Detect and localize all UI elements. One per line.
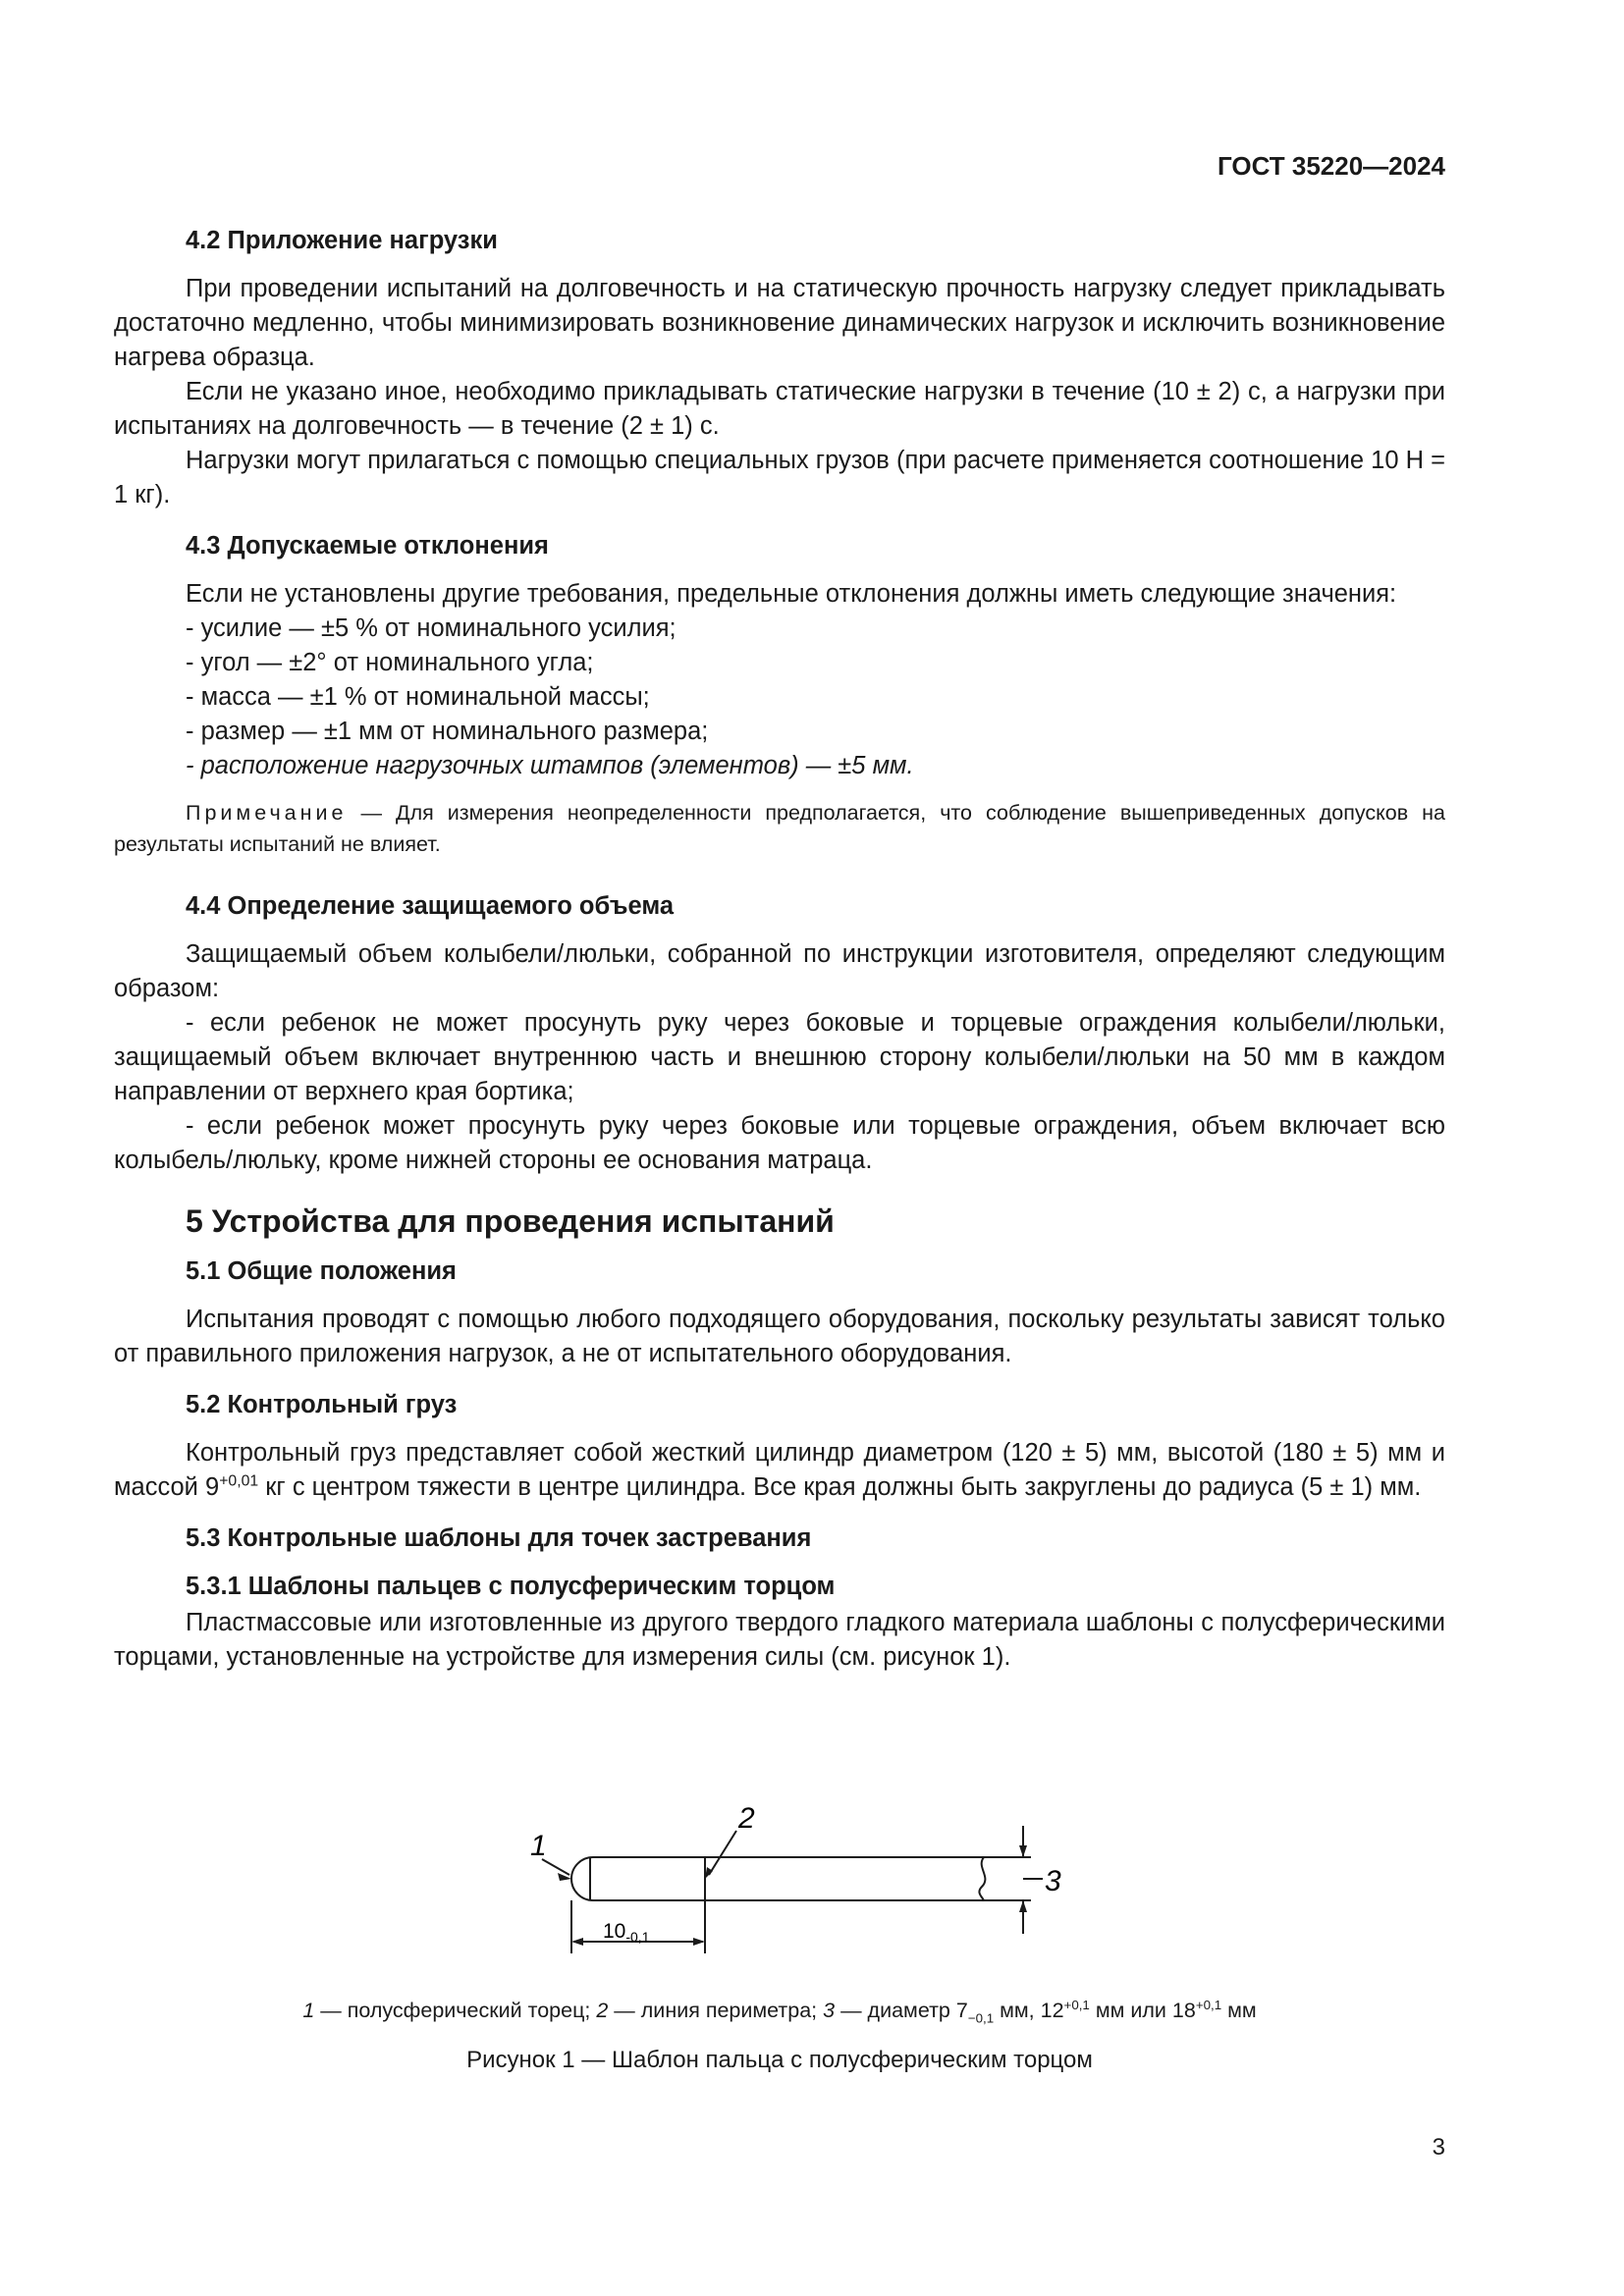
dimension-value bbox=[603, 1920, 650, 1945]
legend-num-1: 1 bbox=[302, 1999, 315, 2022]
note-text: — Для измерения неопределенности предполагается, что соблюдение вышеприведенных допусков на результаты испытаний не влияет. bbox=[114, 801, 1445, 856]
leader-2 bbox=[709, 1831, 736, 1875]
section-5-2-text-a: Контрольный груз представляет собой жесткий цилиндр диаметром (120 ± 5) мм, высотой (180 ± 5) мм и массой 9 bbox=[114, 1439, 1445, 1501]
section-4-4-paragraph-1: Защищаемый объем колыбели/люльки, собранной по инструкции изготовителя, определяют следующим образом: bbox=[114, 940, 1445, 1002]
section-4-2-paragraph-1: При проведении испытаний на долговечность и на статическую прочность нагрузку следует прикладывать достаточно медленно, чтобы минимизировать возникновение динамических нагрузок и исключить возникновение нагрева образца. bbox=[114, 275, 1445, 371]
probe-outline bbox=[593, 1857, 984, 1900]
section-4-2-paragraph-3: Нагрузки могут прилагаться с помощью специальных грузов (при расчете применяется соотношение 10 Н = 1 кг). bbox=[114, 447, 1445, 508]
note-label: Примечание bbox=[186, 801, 348, 825]
dimension-number: 10 bbox=[603, 1920, 626, 1943]
section-4-2-heading: 4.2 Приложение нагрузки bbox=[186, 227, 498, 254]
section-4-4-heading: 4.4 Определение защищаемого объема bbox=[186, 892, 675, 920]
mass-tolerance-sup: +0,01 bbox=[219, 1472, 259, 1490]
legend-text-3: — диаметр 7 bbox=[835, 1999, 968, 2022]
legend-text-4: мм, 12 bbox=[994, 1999, 1064, 2022]
section-4-3-heading: 4.3 Допускаемые отклонения bbox=[186, 532, 549, 560]
section-4-3-intro: Если не установлены другие требования, предельные отклонения должны иметь следующие значения: bbox=[186, 580, 1397, 608]
legend-num-2: 2 bbox=[596, 1999, 609, 2022]
tolerance-item-mass: - масса — ±1 % от номинальной массы; bbox=[186, 683, 650, 711]
legend-text-6: мм bbox=[1221, 1999, 1257, 2022]
section-5-3-1-heading: 5.3.1 Шаблоны пальцев с полусферическим торцом bbox=[186, 1573, 836, 1600]
figure-label-2: 2 bbox=[738, 1802, 755, 1835]
page-content bbox=[114, 224, 1445, 1675]
legend-sup-18: +0,1 bbox=[1195, 1997, 1222, 2012]
section-5-2-paragraph-1 bbox=[114, 1436, 1445, 1505]
section-5-heading: 5 Устройства для проведения испытаний bbox=[186, 1203, 835, 1239]
standard-number: ГОСТ 35220—2024 bbox=[1218, 151, 1445, 181]
tolerance-item-force: - усилие — ±5 % от номинального усилия; bbox=[186, 614, 677, 642]
figure-1-drawing bbox=[481, 1796, 1110, 1953]
section-4-4-paragraph-2: - если ребенок не может просунуть руку через боковые и торцевые ограждения колыбели/люльки, защищаемый объем включает внутреннюю часть и внешнюю сторону колыбели/люльки на 50 мм в каждом направлении от верхнего края бортика; bbox=[114, 1009, 1445, 1105]
figure-label-1: 1 bbox=[530, 1830, 547, 1862]
tolerance-item-size: - размер — ±1 мм от номинального размера; bbox=[186, 718, 709, 745]
legend-sub-7: −0,1 bbox=[967, 2010, 995, 2026]
section-5-1-paragraph-1: Испытания проводят с помощью любого подходящего оборудования, поскольку результаты зависят только от правильного приложения нагрузок, а не от испытательного оборудования. bbox=[114, 1306, 1445, 1367]
section-5-3-1-paragraph-1: Пластмассовые или изготовленные из другого твердого гладкого материала шаблоны с полусферическими торцами, установленные на устройстве для измерения силы (см. рисунок 1). bbox=[114, 1609, 1445, 1671]
section-5-1-heading: 5.1 Общие положения bbox=[186, 1257, 457, 1285]
section-5-3-heading: 5.3 Контрольные шаблоны для точек застревания bbox=[186, 1524, 812, 1552]
break-line bbox=[979, 1857, 985, 1900]
section-5-2-heading: 5.2 Контрольный груз bbox=[186, 1391, 458, 1418]
figure-label-3: 3 bbox=[1045, 1865, 1061, 1897]
legend-sup-12: +0,1 bbox=[1063, 1997, 1090, 2012]
finger-probe-diagram bbox=[481, 1796, 1110, 1953]
page-number: 3 bbox=[1432, 2134, 1445, 2161]
legend-text-2: — линия периметра; bbox=[608, 1999, 824, 2022]
tolerance-item-position: - расположение нагрузочных штампов (элементов) — ±5 мм. bbox=[186, 752, 914, 779]
legend-num-3: 3 bbox=[823, 1999, 836, 2022]
section-4-4-paragraph-3: - если ребенок может просунуть руку через боковые или торцевые ограждения, объем включает всю колыбель/люльку, кроме нижней стороны ее основания матраца. bbox=[114, 1112, 1445, 1174]
figure-legend bbox=[114, 1996, 1445, 2025]
section-4-3-note bbox=[114, 797, 1445, 860]
section-5-2-text-b: кг с центром тяжести в центре цилиндра. Все края должны быть закруглены до радиуса (5 ± 1) мм. bbox=[258, 1473, 1422, 1501]
legend-text-5: мм или 18 bbox=[1089, 1999, 1196, 2022]
dimension-tolerance: -0,1 bbox=[625, 1929, 650, 1945]
legend-text-1: — полусферический торец; bbox=[314, 1999, 597, 2022]
tolerance-item-angle: - угол — ±2° от номинального угла; bbox=[186, 649, 594, 676]
figure-caption: Рисунок 1 — Шаблон пальца с полусферическим торцом bbox=[466, 2047, 1093, 2073]
section-4-2-paragraph-2: Если не указано иное, необходимо прикладывать статические нагрузки в течение (10 ± 2) с, а нагрузки при испытаниях на долговечность — в течение (2 ± 1) с. bbox=[114, 378, 1445, 440]
